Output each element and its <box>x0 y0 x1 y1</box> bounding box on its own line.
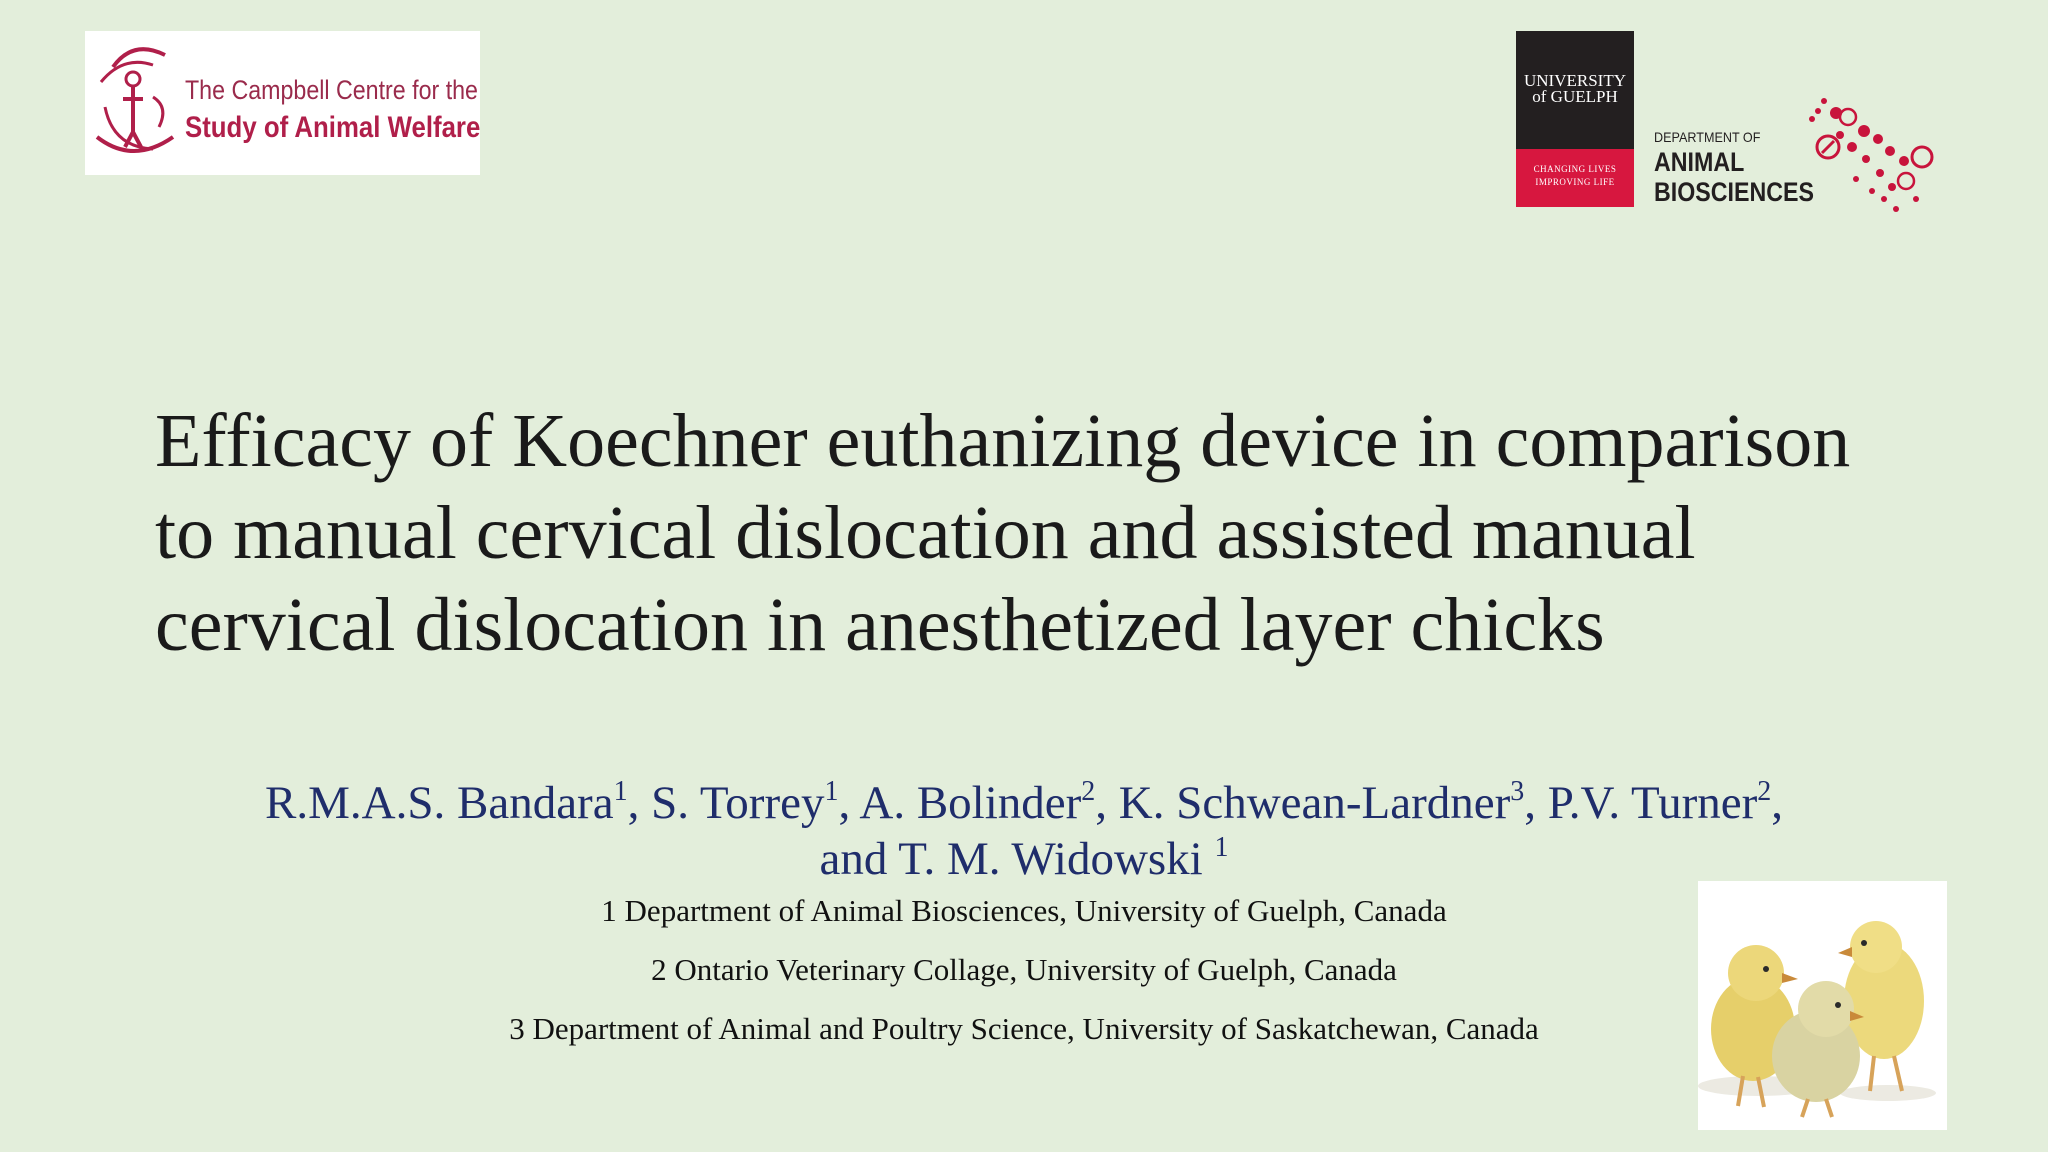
author-list <box>0 775 2048 887</box>
author-line-1 <box>0 775 2048 831</box>
author-line-2 <box>0 831 2048 887</box>
title-line-2: to manual cervical dislocation and assisted manual <box>155 491 1696 575</box>
campbell-logo-line2: Study of Animal Welfare <box>185 111 481 144</box>
author-name: and T. M. Widowski <box>819 833 1215 885</box>
guelph-tagline-1: CHANGING LIVES <box>1533 164 1617 174</box>
campbell-centre-logo <box>85 31 480 175</box>
dept-logo-small: DEPARTMENT OF <box>1654 129 1761 145</box>
guelph-logo-tagline-block <box>1516 149 1634 207</box>
guelph-tagline-2: IMPROVING LIFE <box>1535 177 1615 187</box>
author-name: , P.V. Turner <box>1524 777 1758 829</box>
animal-welfare-figure-icon <box>93 37 179 169</box>
chicks-photo <box>1698 881 1947 1130</box>
author-affiliation-sup: 2 <box>1081 776 1096 807</box>
author-affiliation-sup: 3 <box>1510 776 1525 807</box>
author-name: R.M.A.S. Bandara <box>265 777 614 829</box>
department-animal-biosciences-logo <box>1652 95 1952 225</box>
slide-title <box>155 395 1975 671</box>
author-affiliation-sup: 1 <box>824 776 839 807</box>
animal-dots-icon <box>1756 95 1946 225</box>
author-affiliation-sup: 1 <box>1214 832 1229 863</box>
author-affiliation-sup: 1 <box>613 776 628 807</box>
title-line-1: Efficacy of Koechner euthanizing device in comparison <box>155 399 1851 483</box>
chicks-image <box>1698 881 1947 1130</box>
affiliation-2: 2 Ontario Veterinary Collage, University of Guelph, Canada <box>651 952 1397 987</box>
author-affiliation-sup: 2 <box>1757 776 1772 807</box>
author-name: , K. Schwean-Lardner <box>1095 777 1511 829</box>
dept-logo-line1: ANIMAL <box>1654 147 1745 177</box>
affiliation-3: 3 Department of Animal and Poultry Science, University of Saskatchewan, Canada <box>509 1011 1539 1046</box>
guelph-logo-line2: of GUELPH <box>1532 87 1618 106</box>
guelph-logo-line1: UNIVERSITY <box>1524 71 1626 90</box>
title-line-3: cervical dislocation in anesthetized layer chicks <box>155 583 1605 667</box>
author-name: , A. Bolinder <box>838 777 1082 829</box>
campbell-logo-line1: The Campbell Centre for the <box>185 75 478 105</box>
guelph-logo-top <box>1516 31 1634 149</box>
author-name: , S. Torrey <box>627 777 825 829</box>
dept-logo-line2: BIOSCIENCES <box>1654 177 1815 207</box>
university-of-guelph-logo <box>1516 31 1634 207</box>
author-separator: , <box>1771 777 1783 829</box>
affiliation-1: 1 Department of Animal Biosciences, University of Guelph, Canada <box>601 893 1447 928</box>
